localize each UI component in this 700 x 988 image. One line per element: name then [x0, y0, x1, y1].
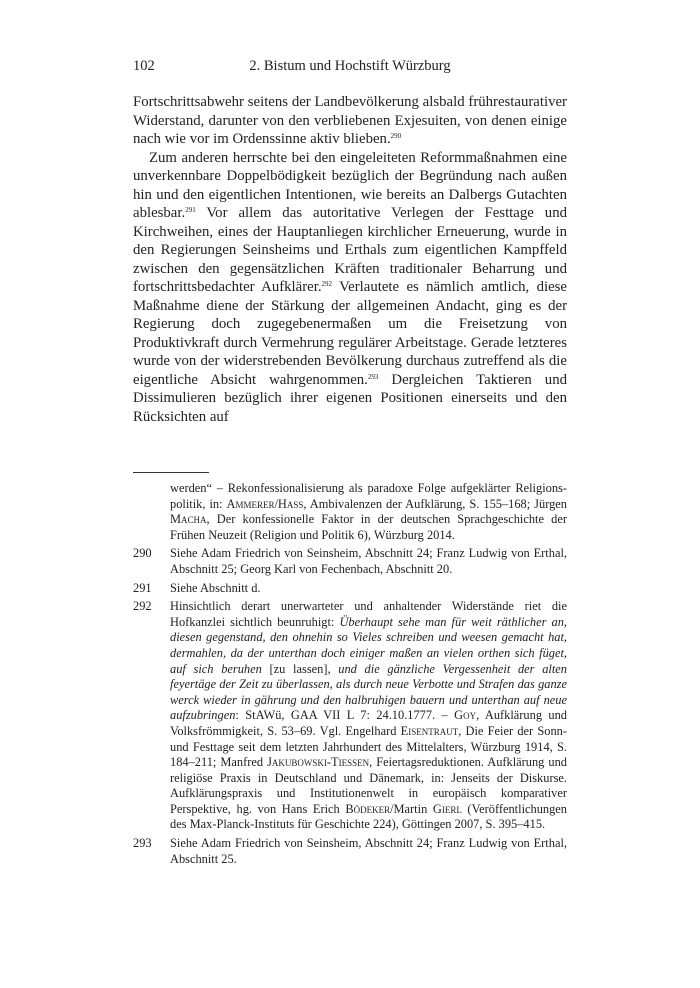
quotation: Überhaupt sehe man für weit räthlicher an, diesen gegenstand, den ohnehin so Vieles schreiben und weesen gemacht hat, dermahlen, da der unterthan doch einiger maßen an vielen orthen sich füget, auf sich beruhen [170, 614, 568, 676]
footnote-text: , Die Feier der Sonn- und Festtage seit dem letzten Jahrhundert des Mittelalters, Würzburg 1914, S. 184–211; Manfred [170, 723, 567, 770]
paragraph-2-text-b: Vor allem das autoritative Verlegen der Festtage und Kirchweihen, eines der Hauptanliegen kirchlicher Erneuerung, wurde in den Regierungen Seinsheims und Erthals zum eigentlichen Kampffeld zwischen den gegensätzlichen Kräften traditionaler Beharrung und fortschrittsbedachter Aufklärer. [133, 205, 567, 295]
paragraph-2 [133, 149, 567, 427]
footnote-number: 290 [133, 546, 152, 561]
paragraph-1 [133, 93, 567, 149]
author-name: Gierl [432, 801, 462, 816]
author-name: Jakubowski-Tiessen [267, 755, 370, 770]
footnote-text: [zu lassen], [261, 661, 339, 676]
footnote-separator [133, 472, 209, 473]
author-name: Macha [170, 512, 207, 527]
footnote-text: Hinsichtlich derart unerwarteter und anhaltender Widerstände riet die Hofkanzlei sichtlich beunruhigt: [170, 599, 567, 629]
footnote-ref-290[interactable]: 290 [390, 132, 402, 140]
footnote-ref-292[interactable]: 292 [321, 280, 333, 288]
author-name: Goy [454, 708, 477, 723]
footnote-ref-293[interactable]: 293 [367, 372, 379, 381]
running-title: 2. Bistum und Hochstift Würzburg [249, 58, 451, 74]
paragraph-2-text-a: Zum anderen herrschte bei den eingeleiteten Reformmaßnahmen eine unverkennbare Doppelbödigkeit bezüglich der Begründung nach außen hin und den eigentlichen Intentionen, wie bereits an Dalbergs Gutachten ablesbar. [133, 149, 567, 221]
footnote-text: Siehe Abschnitt d. [170, 580, 261, 595]
author-name: Eisentraut [400, 723, 459, 738]
author-name: Bödeker [345, 801, 391, 816]
author-name: Ammerer/Hass [226, 496, 304, 511]
paragraph-1-text: Fortschrittsabwehr seitens der Landbevölkerung alsbald frührestaurativer Widerstand, darunter von den verbliebenen Exjesuiten, von denen einige nach wie vor im Ordenssinne aktiv blieben. [133, 94, 567, 147]
footnote-292 [133, 599, 567, 833]
main-text [133, 93, 567, 426]
page-number: 102 [133, 58, 155, 74]
footnote-continuation [133, 481, 567, 543]
footnote-ref-291[interactable]: 291 [185, 206, 196, 214]
footnote-text: : StAWü, GAA VII L 7: 24.10.1777. – [235, 708, 455, 723]
footnotes [133, 481, 567, 870]
footnote-text: werden“ – Rekonfessionalisierung als paradoxe Folge aufgeklärter Religionspolitik, in: [170, 481, 567, 511]
footnote-293 [133, 836, 567, 867]
footnote-text: , Ambivalenzen der Aufklärung, S. 155–168; Jürgen [303, 496, 567, 511]
paragraph-2-text-d: Dergleichen Taktieren und Dissimulieren bezüglich ihrer eigenen Positionen einerseits und den Rücksichten auf [133, 371, 567, 425]
footnote-text: , Der konfessionelle Faktor in der deutschen Sprachgeschichte der Frühen Neuzeit (Religion und Politik 6), Würzburg 2014. [170, 512, 567, 542]
page-header [133, 58, 567, 80]
footnote-number: 292 [133, 599, 152, 614]
footnote-text: , Feiertagsreduktionen. Aufklärung und religiöse Praxis in Deutschland und Dänemark, in: Jenseits der Diskurse. Aufklärungspraxis und Institutionenwelt in europäisch komparativer Perspektive, hg. von Hans Erich [170, 755, 567, 816]
footnote-text: Siehe Adam Friedrich von Seinsheim, Abschnitt 24; Franz Ludwig von Erthal, Abschnitt 25. [170, 836, 567, 866]
footnote-text: (Veröffentlichungen des Max-Planck-Instituts für Geschichte 224), Göttingen 2007, S. 395–415. [170, 801, 567, 832]
footnote-text: , Aufklärung und Volksfrömmigkeit, S. 53–69. Vgl. Engelhard [170, 708, 567, 738]
footnote-291 [133, 581, 567, 597]
paragraph-2-text-c: Verlautete es nämlich amtlich, diese Maßnahme diene der Stärkung der allgemeinen Andacht, ging es der Regierung doch zugegebenermaßen um die Freisetzung von Produktivkraft durch Vermehrung regulärer Arbeitstage. Gerade letzteres wurde von der widerstrebenden Bevölkerung durchaus zutreffend als die eigentliche Absicht wahrgenommen. [133, 279, 567, 388]
footnote-number: 293 [133, 836, 152, 851]
footnote-290 [133, 546, 567, 577]
quotation: und die gänzliche Vergessenheit der alten feyertäge der Zeit zu überlassen, als durch neue Verbotte und Strafen das ganze werck wieder in gährung und den halbruhigen bauern und unterthan auf neue aufzubringen [170, 661, 567, 723]
footnote-text: Siehe Adam Friedrich von Seinsheim, Abschnitt 24; Franz Ludwig von Erthal, Abschnitt 25; Georg Karl von Fechenbach, Abschnitt 20. [170, 546, 567, 576]
footnote-number: 291 [133, 580, 152, 595]
footnote-text: /Martin [390, 801, 433, 816]
